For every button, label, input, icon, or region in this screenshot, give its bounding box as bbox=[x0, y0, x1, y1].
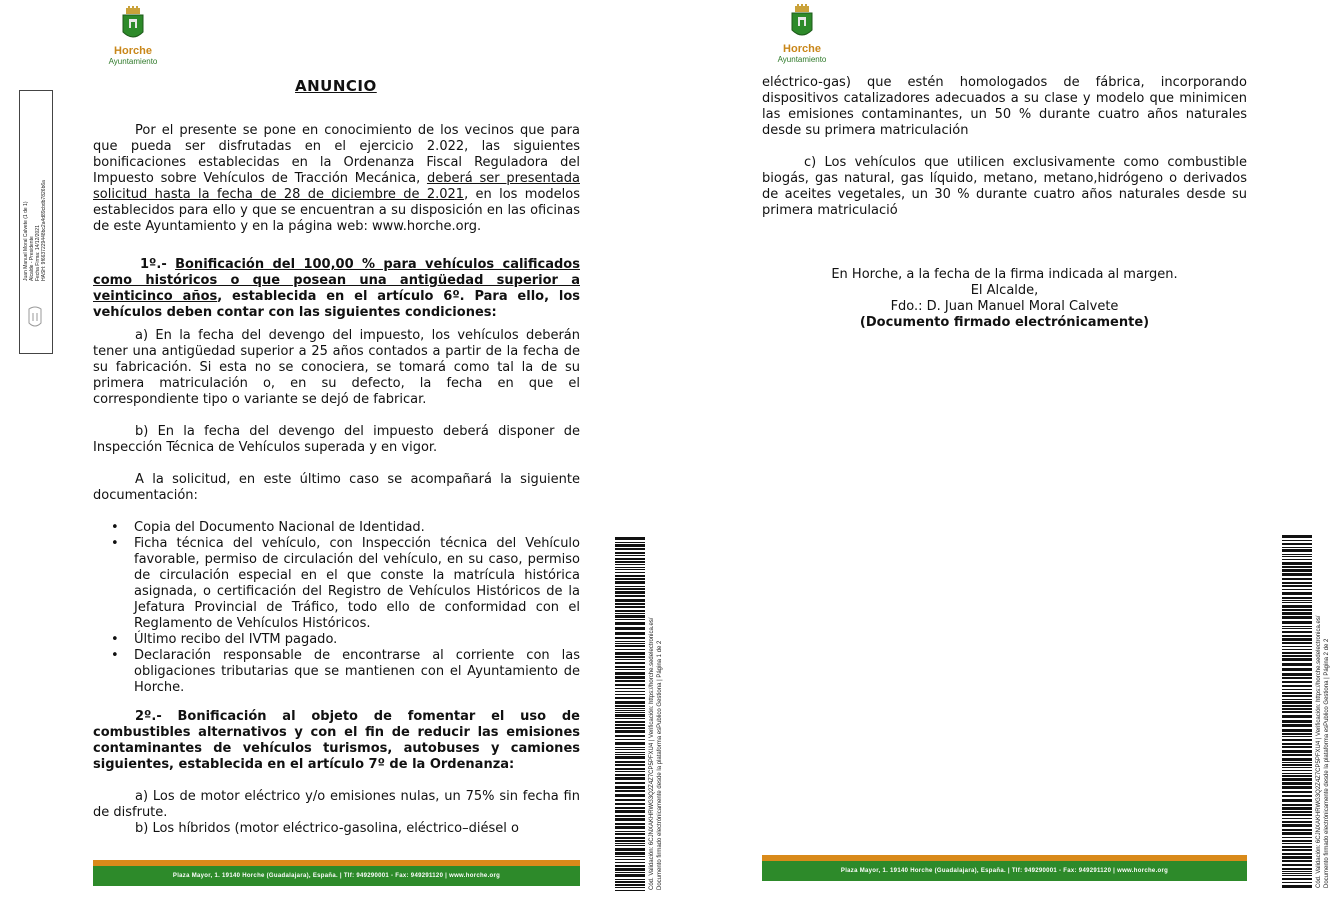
barcode-caption: Documento firmado electrónicamente desde la plataforma esPublico Gestiona | Página 1 de 2 bbox=[657, 640, 663, 890]
signature-role: El Alcalde, bbox=[970, 283, 1039, 298]
signature-name: Fdo.: D. Juan Manuel Moral Calvete bbox=[890, 299, 1119, 314]
horche-logo-page1 bbox=[93, 6, 173, 66]
logo-subtitle: Ayuntamiento bbox=[777, 55, 827, 64]
condition-b: b) En la fecha del devengo del impuesto deberá disponer de Inspección Técnica de Vehículos superada y en vigor. bbox=[93, 424, 580, 455]
item-a-electric: a) Los de motor eléctrico y/o emisiones nulas, un 75% sin fecha fin de disfrute. bbox=[93, 789, 580, 820]
logo-name: Horche bbox=[114, 45, 152, 57]
section-1-title: Bonificación del 100,00 % para vehículos calificados como históricos o que posean una antigüedad superior a veinticinco años bbox=[93, 257, 580, 304]
footer-page2 bbox=[762, 855, 1247, 881]
logo-name: Horche bbox=[783, 43, 821, 55]
list-item: • Ficha técnica del vehículo, con Inspección técnica del Vehículo favorable, permiso de circulación del vehículo, en su caso, permiso de circulación especial en el que conste la matrícula histórica asignada, o certificación del Registro de Vehículos Históricos de la Jefatura Provincial de Tráfico, todo ello de conformidad con el Reglamento de Vehículos Históricos. bbox=[93, 536, 580, 632]
logo-subtitle: Ayuntamiento bbox=[108, 57, 158, 66]
intro-text-end: , en los modelos establecidos para ello y que se encuentran a su disposición en las oficinas de este Ayuntamiento y en la página web: www.horche.org. bbox=[93, 187, 581, 234]
solicitud-paragraph: A la solicitud, en este último caso se acompañará la siguiente documentación: bbox=[93, 472, 580, 503]
signature-note: (Documento firmado electrónicamente) bbox=[859, 315, 1150, 330]
signature-seal-icon bbox=[25, 305, 45, 331]
deadline-text: deberá ser presentada solicitud hasta la fecha de 28 de diciembre de 2.021 bbox=[93, 171, 580, 202]
signature-place-date: En Horche, a la fecha de la firma indicada al margen. bbox=[831, 267, 1178, 282]
stamp-line: Juan Manuel Moral Calvete (1 de 1) bbox=[23, 201, 29, 281]
intro-text: Por el presente se pone en conocimiento de los vecinos que para que pueda ser disfrutadas en el ejercicio 2.022, las siguientes bonificaciones establecidas en la Ordenanza Fiscal Reguladora del Impuesto sobre Vehículos de Tracción Mecánica, bbox=[93, 123, 580, 186]
list-item: • Último recibo del IVTM pagado. bbox=[93, 632, 580, 648]
coat-of-arms-icon bbox=[787, 4, 817, 44]
documents-list bbox=[93, 520, 580, 696]
horche-logo-page2 bbox=[762, 4, 842, 64]
intro-paragraph bbox=[93, 123, 580, 235]
list-item: • Declaración responsable de encontrarse al corriente con las obligaciones tributarias que se mantienen con el Ayuntamiento de Horche. bbox=[93, 648, 580, 696]
condition-c-biofuel: c) Los vehículos que utilicen exclusivamente como combustible biogás, gas natural, gas líquido, metano, metano,hidrógeno o derivados de aceites vegetales, un 30 % durante cuatro años naturales desde su primera matriculació bbox=[762, 155, 1247, 218]
section-1-rest: , establecida en el artículo 6º. Para ello, los vehículos deben contar con las siguientes condiciones: bbox=[93, 289, 580, 320]
barcode-caption: Documento firmado electrónicamente desde la plataforma esPublico Gestiona | Página 2 de 2 bbox=[1324, 638, 1330, 888]
verification-barcode bbox=[1282, 535, 1312, 888]
signature-stamp bbox=[19, 90, 53, 354]
item-b-hybrid: b) Los híbridos (motor eléctrico-gasolina, eléctrico–diésel o bbox=[135, 821, 519, 836]
verification-barcode bbox=[615, 537, 645, 893]
barcode-caption: Cód. Validación: 6CJNXAKHRWG3Q2Z4Z7CP5PFXU4 | Verificación: https://horche.sedelectronica.es/ bbox=[649, 617, 655, 890]
section-1-number: 1º.- bbox=[140, 257, 176, 272]
page-title: ANUNCIO bbox=[295, 77, 377, 95]
footer-address: Plaza Mayor, 1. 19140 Horche (Guadalajara), España. | Tlf: 949290001 - Fax: 949291120 | www.horche.org bbox=[93, 866, 580, 886]
hybrid-paragraph-continued: eléctrico-gas) que estén homologados de fábrica, incorporando dispositivos catalizadores adecuados a su clase y modelo que minimicen las emisiones contaminantes, un 50 % durante cuatro años naturales desde su primera matriculación bbox=[762, 75, 1247, 138]
condition-a: a) En la fecha del devengo del impuesto, los vehículos deberán tener una antigüedad superior a 25 años contados a partir de la fecha de su fabricación. Si esta no se conociera, se tomará como tal la de su primera matriculación o, en su defecto, la fecha en que el correspondiente tipo o variante se dejó de fabricar. bbox=[93, 328, 580, 407]
coat-of-arms-icon bbox=[118, 6, 148, 46]
stamp-line: Fecha Firma: 14/12/2021 bbox=[35, 225, 41, 281]
stamp-line: Alcalde - Presidente bbox=[29, 236, 35, 281]
footer-address: Plaza Mayor, 1. 19140 Horche (Guadalajara), España. | Tlf: 949290001 - Fax: 949291120 | www.horche.org bbox=[762, 861, 1247, 881]
section-2-heading: 2º.- Bonificación al objeto de fomentar el uso de combustibles alternativos y con el fin de reducir las emisiones contaminantes de vehículos turismos, autobuses y camiones siguientes, establecida en el artículo 7º de la Ordenanza: bbox=[93, 709, 580, 772]
footer-page1 bbox=[93, 860, 580, 886]
stamp-line: HASH: 9f6637229448bc2a4d89cbdb7826b6a bbox=[41, 180, 47, 281]
section-1-heading bbox=[93, 257, 580, 321]
barcode-caption: Cód. Validación: 6CJNXAKHRWG3Q2Z4Z7CP5PFXU4 | Verificación: https://horche.sedelectronica.es/ bbox=[1316, 615, 1322, 888]
list-item: • Copia del Documento Nacional de Identidad. bbox=[93, 520, 580, 536]
